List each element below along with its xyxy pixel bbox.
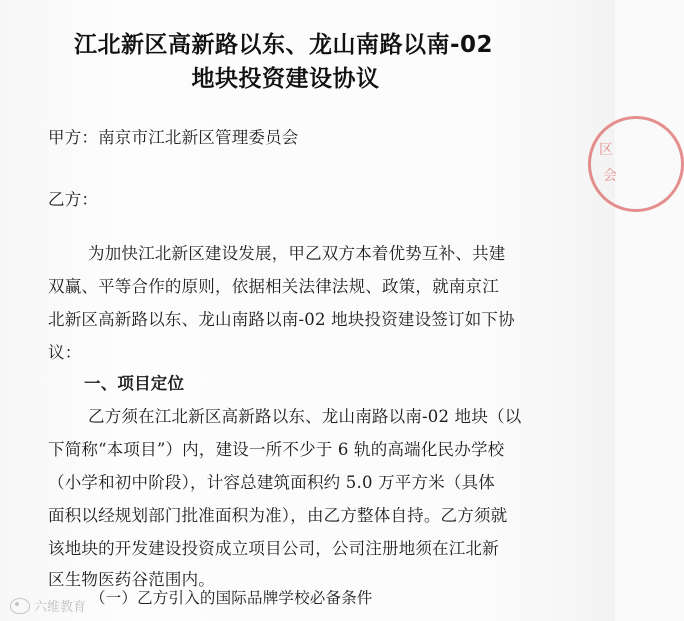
section-1-line-6: 区生物医药谷范围内。 — [48, 570, 215, 589]
section-1-line-1: 乙方须在江北新区高新路以东、龙山南路以南-02 地块（以 — [88, 407, 522, 426]
section-1-line-3: （小学和初中阶段），计容总建筑面积约 5.0 万平方米（具体 — [48, 473, 495, 492]
party-a-line: 甲方：南京市江北新区管理委员会 — [48, 128, 299, 147]
intro-line-1: 为加快江北新区建设发展，甲乙双方本着优势互补、共建 — [88, 244, 506, 263]
intro-line-3: 北新区高新路以东、龙山南路以南-02 地块投资建设签订如下协 — [48, 310, 515, 329]
document-title-line-1: 江北新区高新路以东、龙山南路以南-02 — [73, 32, 494, 58]
intro-line-4: 议： — [48, 343, 82, 362]
section-1-heading: 一、项目定位 — [84, 374, 185, 393]
weibo-logo-icon — [10, 598, 30, 614]
official-seal — [588, 116, 684, 212]
seal-char-2: 会 — [603, 168, 617, 184]
watermark-text: 六维教育 — [34, 600, 87, 615]
seal-char-1: 区 — [599, 142, 613, 158]
subsection-1-heading: （一）乙方引入的国际品牌学校必备条件 — [90, 589, 373, 607]
watermark — [10, 596, 86, 615]
section-1-line-5: 该地块的开发建设投资成立项目公司，公司注册地须在江北新 — [48, 539, 499, 558]
party-b-line: 乙方： — [48, 190, 99, 209]
section-1-line-4: 面积以经规划部门批准面积为准），由乙方整体自持。乙方须就 — [48, 506, 508, 525]
section-1-line-2: 下简称“本项目”）内，建设一所不少于 6 轨的高端化民办学校 — [48, 440, 505, 459]
intro-line-2: 双赢、平等合作的原则，依据相关法律法规、政策，就南京江 — [48, 277, 499, 296]
document-title-line-2: 地块投资建设协议 — [191, 66, 380, 92]
